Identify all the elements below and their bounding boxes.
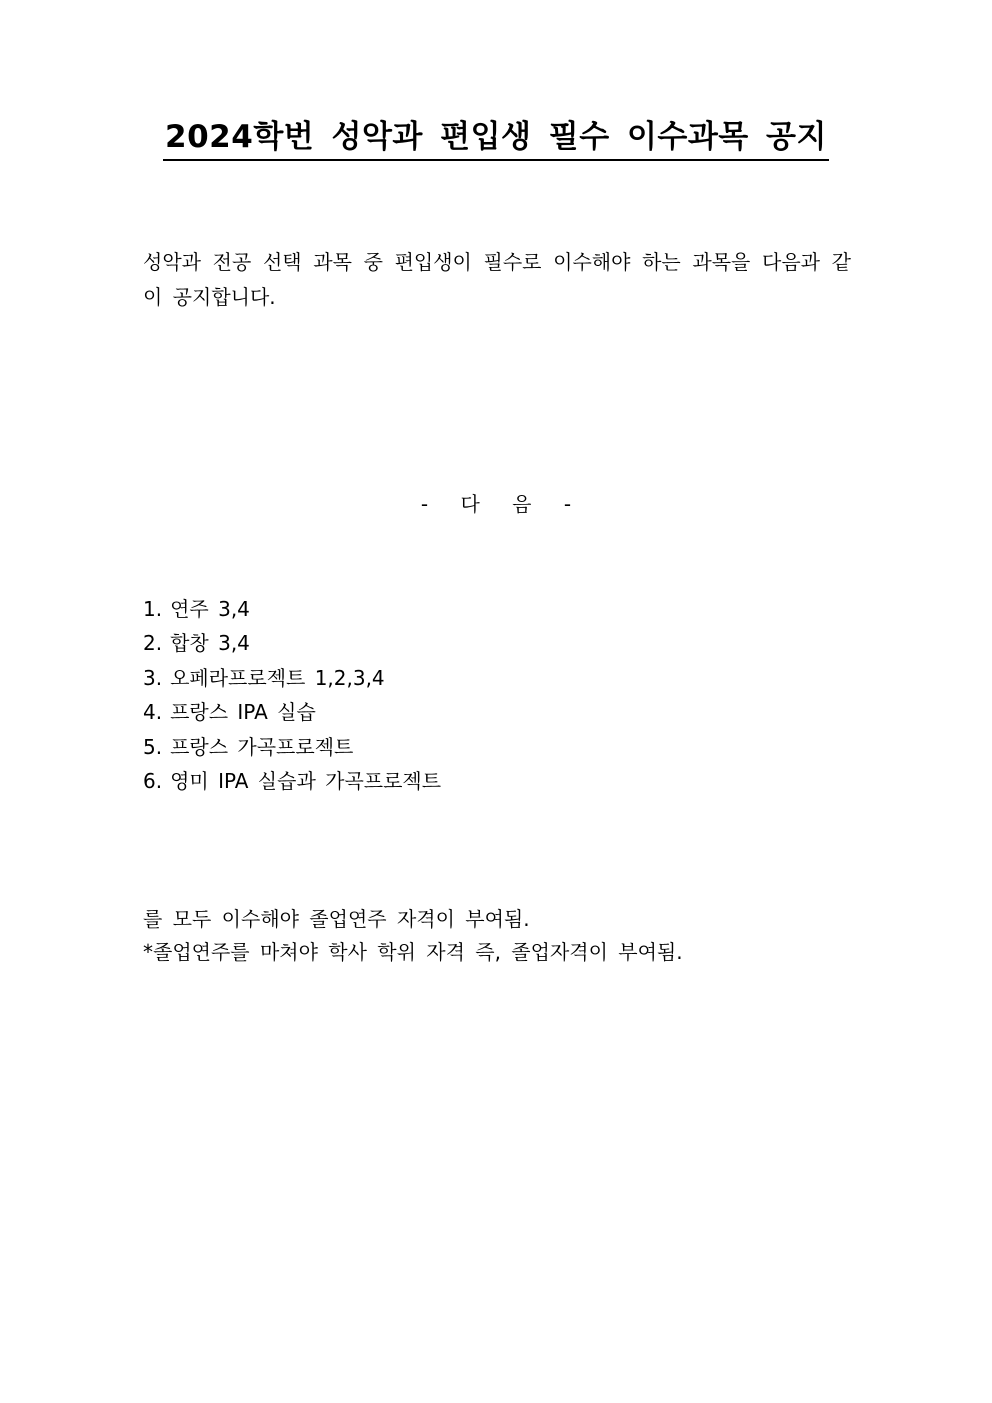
intro-paragraph: 성악과 전공 선택 과목 중 편입생이 필수로 이수해야 하는 과목을 다음과 같이 공지합니다. bbox=[143, 250, 851, 309]
list-item bbox=[143, 695, 441, 729]
document-title-text: 2024학번 성악과 편입생 필수 이수과목 공지 bbox=[163, 115, 829, 161]
list-item-text: 프랑스 가곡프로젝트 bbox=[170, 734, 354, 759]
list-item-text: 오페라프로젝트 1,2,3,4 bbox=[170, 665, 385, 690]
list-item bbox=[143, 626, 441, 660]
list-item-number: 1. bbox=[143, 597, 163, 621]
list-item-text: 연주 3,4 bbox=[170, 597, 250, 621]
list-item bbox=[143, 764, 441, 798]
list-item-text: 영미 IPA 실습과 가곡프로젝트 bbox=[170, 769, 442, 794]
document-title bbox=[0, 112, 992, 162]
list-item-number: 3. bbox=[143, 665, 163, 690]
list-item-number: 4. bbox=[143, 700, 163, 725]
list-item-number: 5. bbox=[143, 734, 163, 759]
list-item-number: 2. bbox=[143, 631, 163, 656]
list-item-number: 6. bbox=[143, 769, 163, 794]
list-item bbox=[143, 661, 441, 695]
list-item bbox=[143, 730, 441, 764]
closing-notes bbox=[143, 903, 683, 969]
section-heading: - 다 음 - bbox=[420, 492, 572, 516]
course-list bbox=[143, 592, 441, 798]
list-item bbox=[143, 592, 441, 626]
footnote-line: *졸업연주를 마쳐야 학사 학위 자격 즉, 졸업자격이 부여됨. bbox=[143, 940, 683, 964]
list-item-text: 합창 3,4 bbox=[170, 631, 250, 656]
list-item-text: 프랑스 IPA 실습 bbox=[170, 700, 316, 725]
closing-line: 를 모두 이수해야 졸업연주 자격이 부여됨. bbox=[143, 907, 530, 931]
